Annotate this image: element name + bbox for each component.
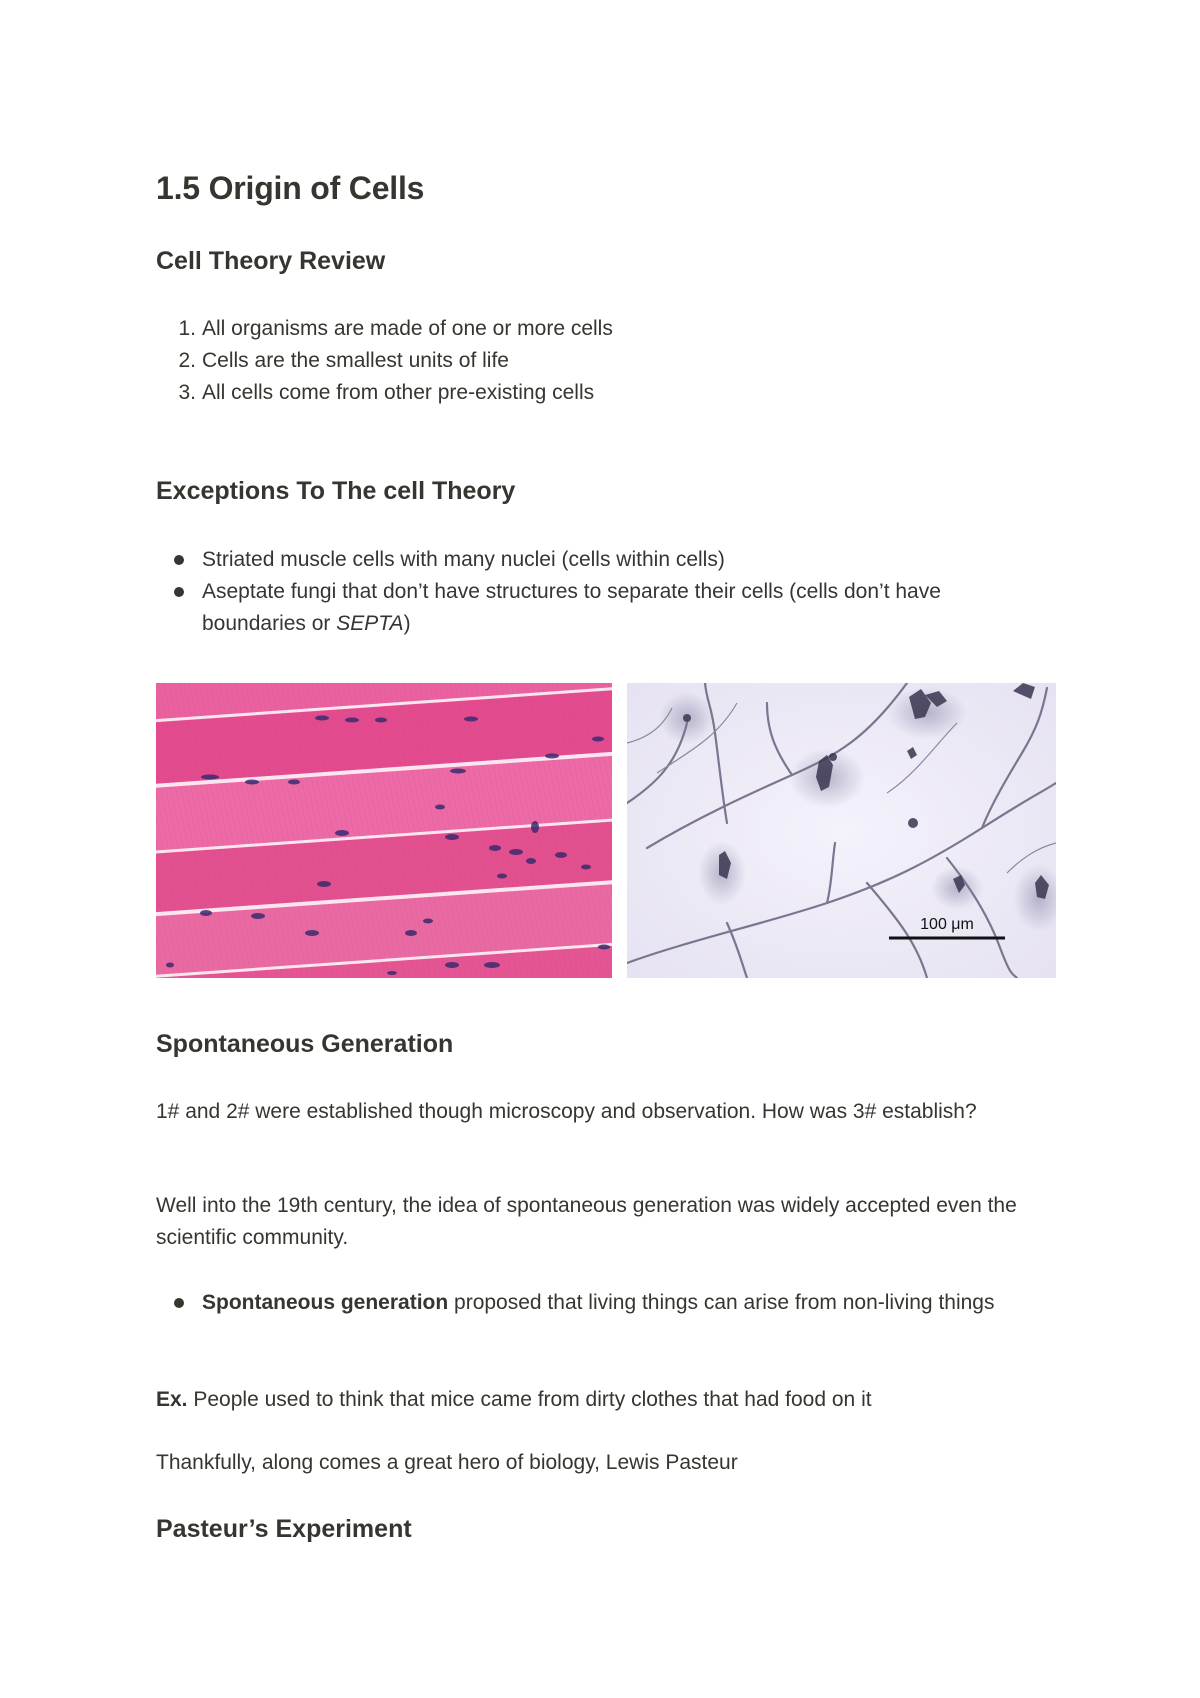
list-item xyxy=(156,1287,1056,1319)
list-number: 3. xyxy=(178,381,196,404)
bullet-icon xyxy=(174,587,184,597)
list-text: proposed that living things can arise from non-living things xyxy=(448,1291,995,1314)
bullet-icon xyxy=(174,555,184,565)
spontaneous-heading: Spontaneous Generation xyxy=(156,1030,454,1058)
exceptions-heading: Exceptions To The cell Theory xyxy=(156,477,516,505)
list-text: All cells come from other pre-existing cells xyxy=(202,381,595,404)
list-item xyxy=(156,544,1056,576)
septa-term: SEPTA xyxy=(336,612,404,635)
bullet-icon xyxy=(174,1298,184,1308)
pasteur-heading: Pasteur’s Experiment xyxy=(156,1515,412,1543)
list-number: 1. xyxy=(178,317,196,340)
bold-term: Spontaneous generation xyxy=(202,1291,449,1314)
spontaneous-paragraph-1: 1# and 2# were established though microscopy and observation. How was 3# establish? xyxy=(156,1100,977,1123)
list-number: 2. xyxy=(178,349,196,372)
cell-theory-heading: Cell Theory Review xyxy=(156,247,386,275)
cell-theory-list xyxy=(156,313,1056,409)
list-item xyxy=(156,345,1056,377)
striated-muscle-image xyxy=(156,683,612,978)
example-text: People used to think that mice came from dirty clothes that had food on it xyxy=(187,1388,872,1411)
aseptate-fungi-image xyxy=(627,683,1056,978)
list-text-end: ) xyxy=(403,612,411,635)
list-text: Aseptate fungi that don’t have structures to separate their cells (cells don’t have boundaries or xyxy=(202,580,941,635)
example-label: Ex. xyxy=(156,1388,188,1411)
spontaneous-list xyxy=(156,1287,1056,1319)
page-title: 1.5 Origin of Cells xyxy=(156,170,425,206)
list-text: Cells are the smallest units of life xyxy=(202,349,509,372)
list-item xyxy=(156,377,1056,409)
list-text: Striated muscle cells with many nuclei (cells within cells) xyxy=(202,548,725,571)
exceptions-list xyxy=(156,544,1056,640)
pasteur-intro-paragraph: Thankfully, along comes a great hero of biology, Lewis Pasteur xyxy=(156,1451,738,1474)
spontaneous-paragraph-2: Well into the 19th century, the idea of spontaneous generation was widely accepted even the scientific community. xyxy=(156,1194,1017,1249)
list-item xyxy=(156,313,1056,345)
list-text: All organisms are made of one or more cells xyxy=(202,317,613,340)
example-paragraph xyxy=(156,1384,1056,1416)
figure-row xyxy=(156,683,1056,978)
scale-bar-label: 100 μm xyxy=(920,916,974,933)
list-item xyxy=(156,576,1056,640)
